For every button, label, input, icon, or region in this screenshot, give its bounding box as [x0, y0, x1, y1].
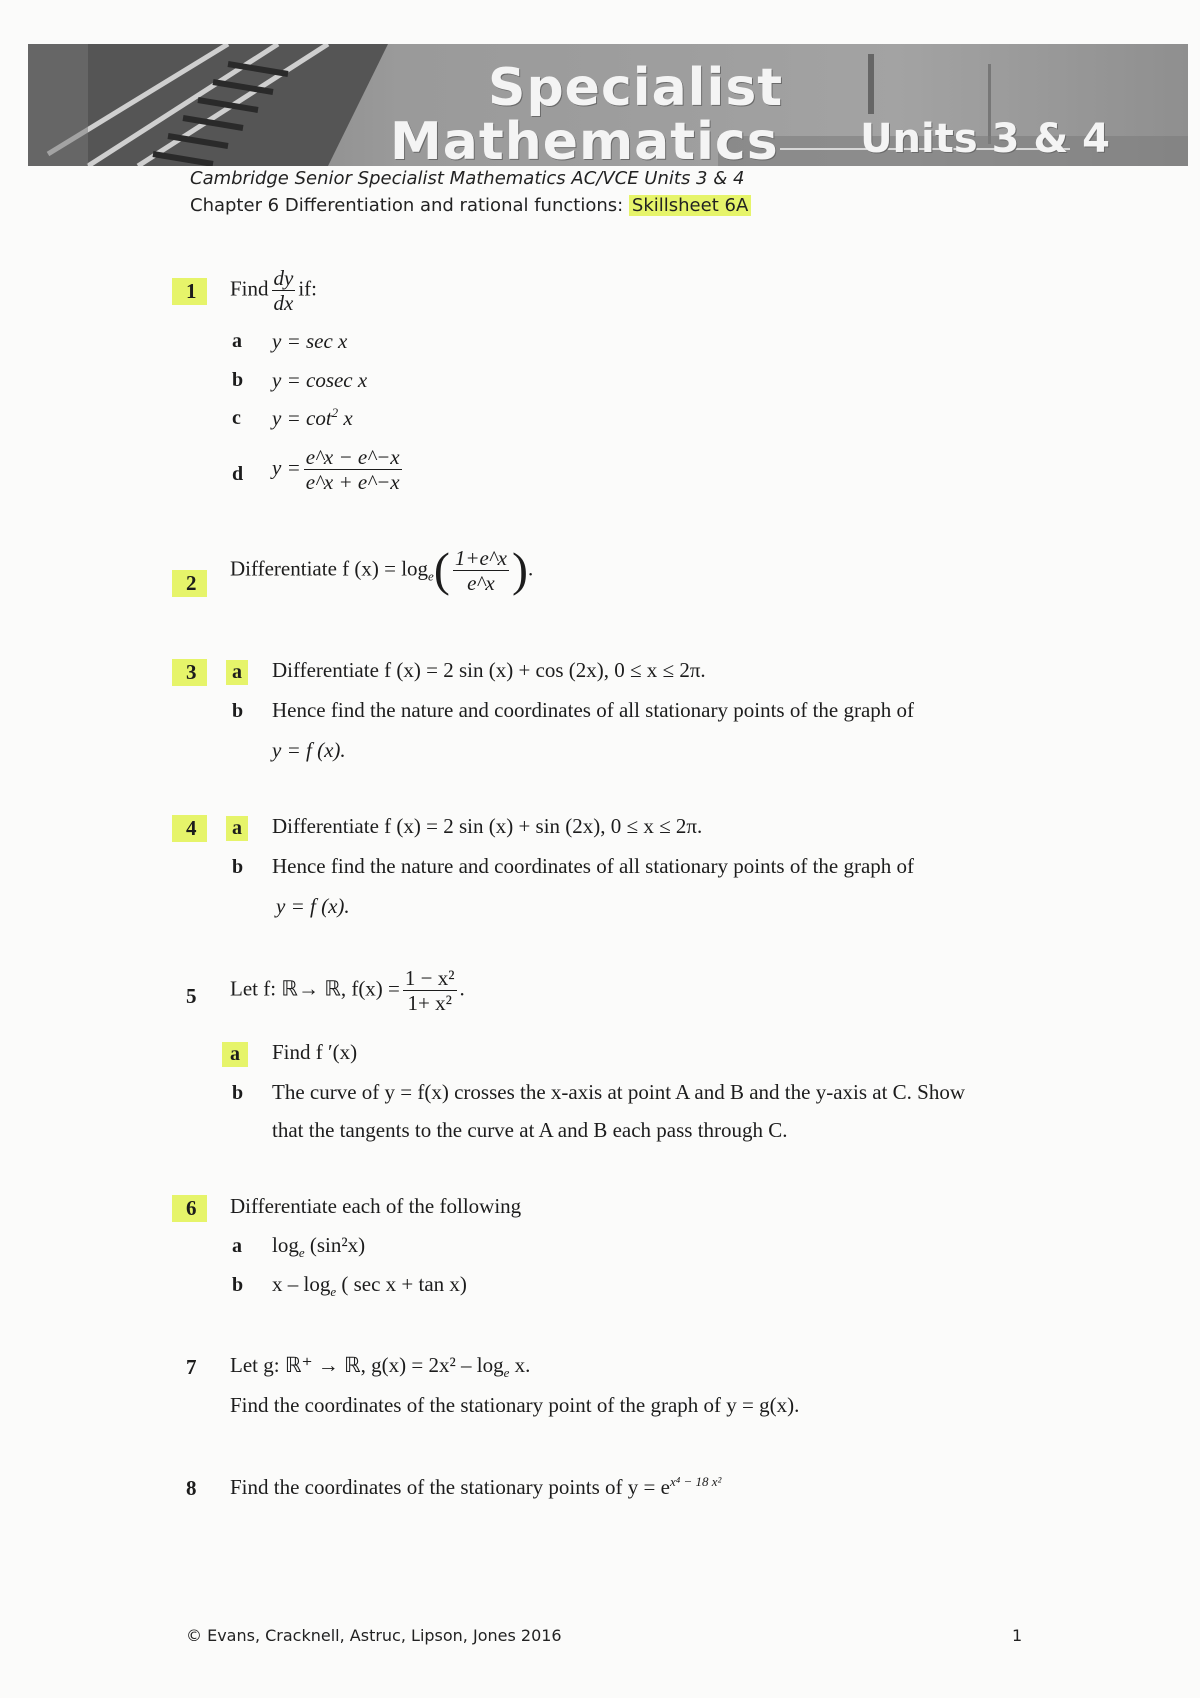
chapter-text: Chapter 6 Differentiation and rational functions: — [190, 195, 629, 216]
q1-c-pre: y = cot — [272, 406, 332, 430]
chapter-line — [190, 195, 751, 216]
q2-right-paren: ) — [511, 543, 528, 597]
q6-b-expr — [272, 1272, 467, 1300]
q5-text: Let f: ℝ→ ℝ, f(x) = — [230, 976, 400, 1001]
q3-label-b: b — [232, 700, 244, 722]
banner-title-mathematics: Mathematics — [390, 112, 779, 166]
q1-d-num: e^x − e^−x — [305, 445, 400, 469]
footer-copyright: © Evans, Cracknell, Astruc, Lipson, Jones 2016 — [186, 1626, 562, 1645]
question-number-1: 1 — [172, 278, 207, 305]
q1-label-d: d — [232, 463, 244, 485]
q6-label-a: a — [232, 1235, 242, 1257]
q1-stem — [230, 266, 317, 315]
question-number-8: 8 — [186, 1476, 197, 1500]
q1-d-expr — [272, 445, 405, 494]
question-number-5: 5 — [186, 984, 197, 1008]
q8-stem — [230, 1474, 721, 1500]
q1-dydx — [272, 266, 296, 315]
question-number-6: 6 — [172, 1195, 207, 1222]
q2-end: . — [527, 556, 534, 581]
q4-b-text-2: y = f (x). — [276, 894, 350, 918]
q4-label-a: a — [226, 816, 248, 841]
q7-log-base: e — [503, 1365, 510, 1381]
q6-a-rest: (sin²x) — [304, 1233, 366, 1257]
q5-b-text-2: that the tangents to the curve at A and B each pass through C. — [272, 1118, 788, 1142]
q5-label-a: a — [222, 1042, 248, 1067]
q4-b-text: Hence find the nature and coordinates of all stationary points of the graph of — [272, 854, 915, 878]
q4-label-b: b — [232, 856, 244, 878]
q1-b-expr: y = cosec x — [272, 368, 368, 392]
q6-label-b: b — [232, 1274, 244, 1296]
question-number-7: 7 — [186, 1355, 197, 1379]
q5-stem — [230, 966, 465, 1015]
q6-stem: Differentiate each of the following — [230, 1194, 522, 1218]
q8-text: Find the coordinates of the stationary points of y = e — [230, 1475, 670, 1499]
q6-b-base: e — [330, 1284, 337, 1300]
q1-label-b: b — [232, 369, 244, 391]
q1-c-expr — [272, 405, 353, 431]
q1-c-post: x — [338, 406, 353, 430]
q5-label-b: b — [232, 1082, 244, 1104]
question-number-3: 3 — [172, 659, 207, 686]
q1-dy: dy — [273, 266, 294, 290]
q1-c-exp: 2 — [331, 405, 339, 420]
q6-a-expr — [272, 1233, 365, 1261]
page-number: 1 — [1012, 1626, 1023, 1645]
q2-stem — [230, 543, 534, 597]
q1-d-den: e^x + e^−x — [305, 470, 400, 495]
q6-b-log: x – log — [272, 1272, 331, 1296]
q2-left-paren: ( — [433, 543, 450, 597]
q1-d-lhs: y = — [272, 455, 301, 480]
q2-num: 1+e^x — [454, 546, 507, 570]
question-number-2: 2 — [172, 570, 207, 597]
q1-a-expr: y = sec x — [272, 329, 348, 353]
q2-text: Differentiate f (x) = log — [230, 556, 429, 581]
q5-fraction — [403, 966, 457, 1015]
q1-find: Find — [230, 276, 269, 301]
q5-a-text: Find f ′(x) — [272, 1040, 358, 1064]
q1-dx: dx — [273, 291, 294, 316]
q7-text-2: Find the coordinates of the stationary point of the graph of y = g(x). — [230, 1393, 800, 1417]
q5-end: . — [459, 976, 465, 1001]
q1-label-c: c — [232, 407, 241, 429]
q6-b-rest: ( sec x + tan x) — [336, 1272, 467, 1296]
skillsheet-label: Skillsheet 6A — [629, 195, 751, 216]
q2-fraction — [453, 546, 509, 595]
q6-a-base: e — [298, 1245, 305, 1261]
q3-b-text: Hence find the nature and coordinates of all stationary points of the graph of — [272, 698, 915, 722]
question-number-4: 4 — [172, 815, 207, 842]
q1-d-fraction — [304, 445, 402, 494]
q2-log-base: e — [428, 568, 434, 584]
banner-units: Units 3 & 4 — [860, 116, 1110, 162]
q2-den: e^x — [467, 571, 495, 596]
q4-a-text: Differentiate f (x) = 2 sin (x) + sin (2x), 0 ≤ x ≤ 2π. — [272, 814, 703, 838]
q1-label-a: a — [232, 330, 242, 352]
q1-if: if: — [298, 276, 318, 301]
header-banner — [28, 44, 1188, 166]
q3-b-text-2: y = f (x). — [272, 738, 346, 762]
q3-label-a: a — [226, 660, 248, 685]
banner-title-specialist: Specialist — [488, 58, 784, 118]
q3-a-text: Differentiate f (x) = 2 sin (x) + cos (2x), 0 ≤ x ≤ 2π. — [272, 658, 706, 682]
q5-num: 1 − x² — [404, 966, 455, 990]
q7-text: Let g: ℝ⁺ → ℝ, g(x) = 2x² – log — [230, 1353, 504, 1377]
q5-den: 1+ x² — [407, 991, 452, 1016]
q7-end: x. — [509, 1353, 531, 1377]
q5-b-text: The curve of y = f(x) crosses the x-axis at point A and B and the y-axis at C. Show — [272, 1080, 966, 1104]
q6-a-log: log — [272, 1233, 299, 1257]
book-subtitle: Cambridge Senior Specialist Mathematics AC/VCE Units 3 & 4 — [190, 168, 745, 189]
q8-exponent: x⁴ − 18 x² — [669, 1474, 722, 1489]
q7-stem — [230, 1353, 530, 1381]
